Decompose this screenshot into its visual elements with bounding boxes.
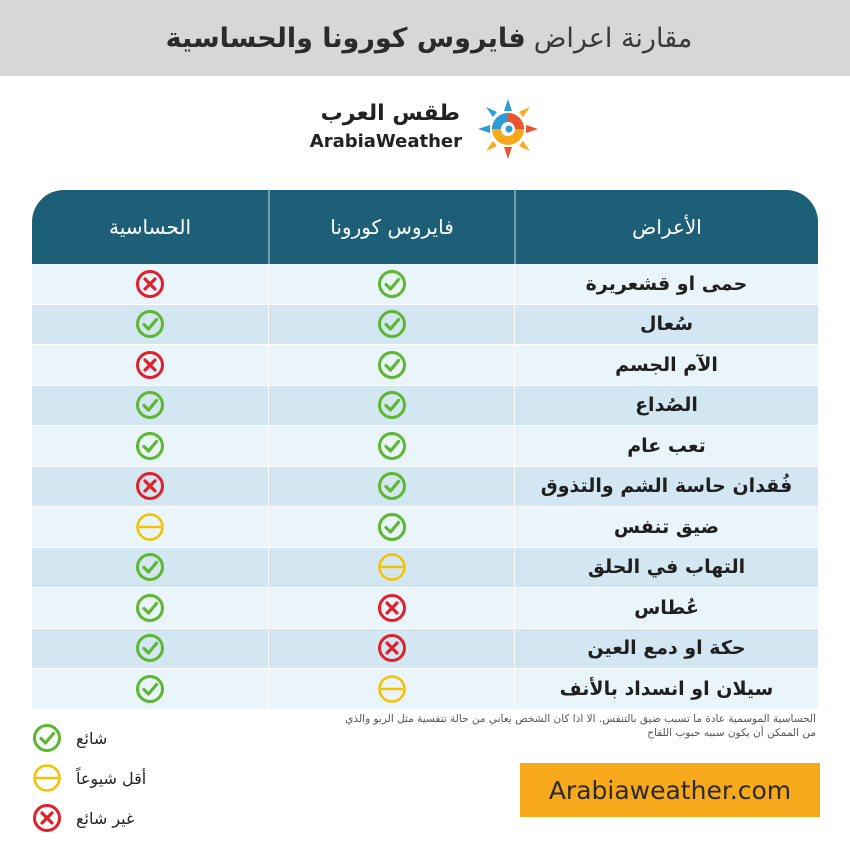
table-row (32, 345, 818, 386)
check-icon (135, 309, 165, 339)
cross-icon (32, 803, 62, 833)
symptom-cell: التهاب في الحلق (514, 548, 818, 588)
check-icon (377, 431, 407, 461)
allergy-cell (32, 588, 268, 628)
symptom-cell: سيلان او انسداد بالأنف (514, 669, 818, 709)
check-icon (377, 471, 407, 501)
legend-label-uncommon: غير شائع (76, 808, 135, 828)
table-row (32, 426, 818, 467)
corona-cell (268, 467, 514, 507)
footnote: الحساسية الموسمية عادة ما تسبب ضيق بالتنفس. الا اذا كان الشخص يعاني من حالة تنفسية مثل الربو والذي من الممكن أن يكون سببه حبوب اللقاح (345, 713, 816, 739)
table-row (32, 467, 818, 508)
check-icon (135, 593, 165, 623)
symptom-cell: حمى او قشعريرة (514, 264, 818, 304)
minus-icon (377, 674, 407, 704)
cross-icon (377, 593, 407, 623)
allergy-cell (32, 467, 268, 507)
legend-label-common: شائع (76, 728, 108, 748)
logo-english-text: ArabiaWeather (309, 131, 462, 152)
header-corona: فايروس كورونا (268, 190, 514, 264)
header-allergy: الحساسية (109, 215, 192, 239)
allergy-cell (32, 669, 268, 709)
symptom-cell: ضيق تنفس (514, 507, 818, 547)
table-row (32, 264, 818, 305)
table-row (32, 305, 818, 346)
table-row (32, 588, 818, 629)
table-header (32, 190, 818, 264)
corona-cell (268, 669, 514, 709)
comparison-table (32, 190, 818, 710)
title-bold: فايروس كورونا والحساسية (165, 22, 526, 54)
website-url[interactable]: Arabiaweather.com (548, 775, 792, 805)
cross-icon (135, 350, 165, 380)
corona-cell (268, 507, 514, 547)
allergy-cell (32, 305, 268, 345)
symptom-cell: حكة او دمع العين (514, 629, 818, 669)
legend (32, 718, 146, 838)
symptom-cell: تعب عام (514, 426, 818, 466)
check-icon (377, 512, 407, 542)
cross-icon (135, 471, 165, 501)
logo-arabic-text: طقس العرب (320, 101, 460, 126)
table-row (32, 548, 818, 589)
table-row (32, 629, 818, 670)
check-icon (135, 633, 165, 663)
title-prefix: مقارنة اعراض (533, 22, 693, 54)
corona-cell (268, 305, 514, 345)
legend-item-uncommon (32, 798, 146, 838)
check-icon (377, 309, 407, 339)
legend-label-less-common: أقل شيوعاً (76, 768, 147, 788)
symptom-cell: عُطاس (514, 588, 818, 628)
header-symptoms: الأعراض (514, 190, 818, 264)
legend-item-less-common (32, 758, 146, 798)
allergy-cell (32, 264, 268, 304)
minus-icon (32, 763, 62, 793)
legend-item-common (32, 718, 146, 758)
allergy-cell (32, 345, 268, 385)
minus-icon (377, 552, 407, 582)
check-icon (377, 350, 407, 380)
corona-cell (268, 386, 514, 426)
check-icon (135, 431, 165, 461)
title-bar (0, 0, 850, 76)
allergy-cell (32, 548, 268, 588)
corona-cell (268, 345, 514, 385)
allergy-cell (32, 426, 268, 466)
table-row (32, 669, 818, 710)
allergy-cell (32, 629, 268, 669)
corona-cell (268, 548, 514, 588)
corona-cell (268, 426, 514, 466)
check-icon (135, 552, 165, 582)
check-icon (377, 269, 407, 299)
check-icon (135, 674, 165, 704)
corona-cell (268, 588, 514, 628)
allergy-cell (32, 507, 268, 547)
symptom-cell: فُقدان حاسة الشم والتذوق (514, 467, 818, 507)
cross-icon (377, 633, 407, 663)
minus-icon (135, 512, 165, 542)
table-row (32, 507, 818, 548)
check-icon (135, 390, 165, 420)
cross-icon (135, 269, 165, 299)
symptom-cell: سُعال (514, 305, 818, 345)
sun-logo-icon (476, 97, 540, 161)
corona-cell (268, 629, 514, 669)
check-icon (32, 723, 62, 753)
table-body (32, 264, 818, 710)
arabiaweather-logo (310, 95, 540, 165)
table-row (32, 386, 818, 427)
corona-cell (268, 264, 514, 304)
website-banner[interactable] (520, 763, 820, 817)
check-icon (377, 390, 407, 420)
symptom-cell: الآم الجسم (514, 345, 818, 385)
allergy-cell (32, 386, 268, 426)
symptom-cell: الصُداع (514, 386, 818, 426)
